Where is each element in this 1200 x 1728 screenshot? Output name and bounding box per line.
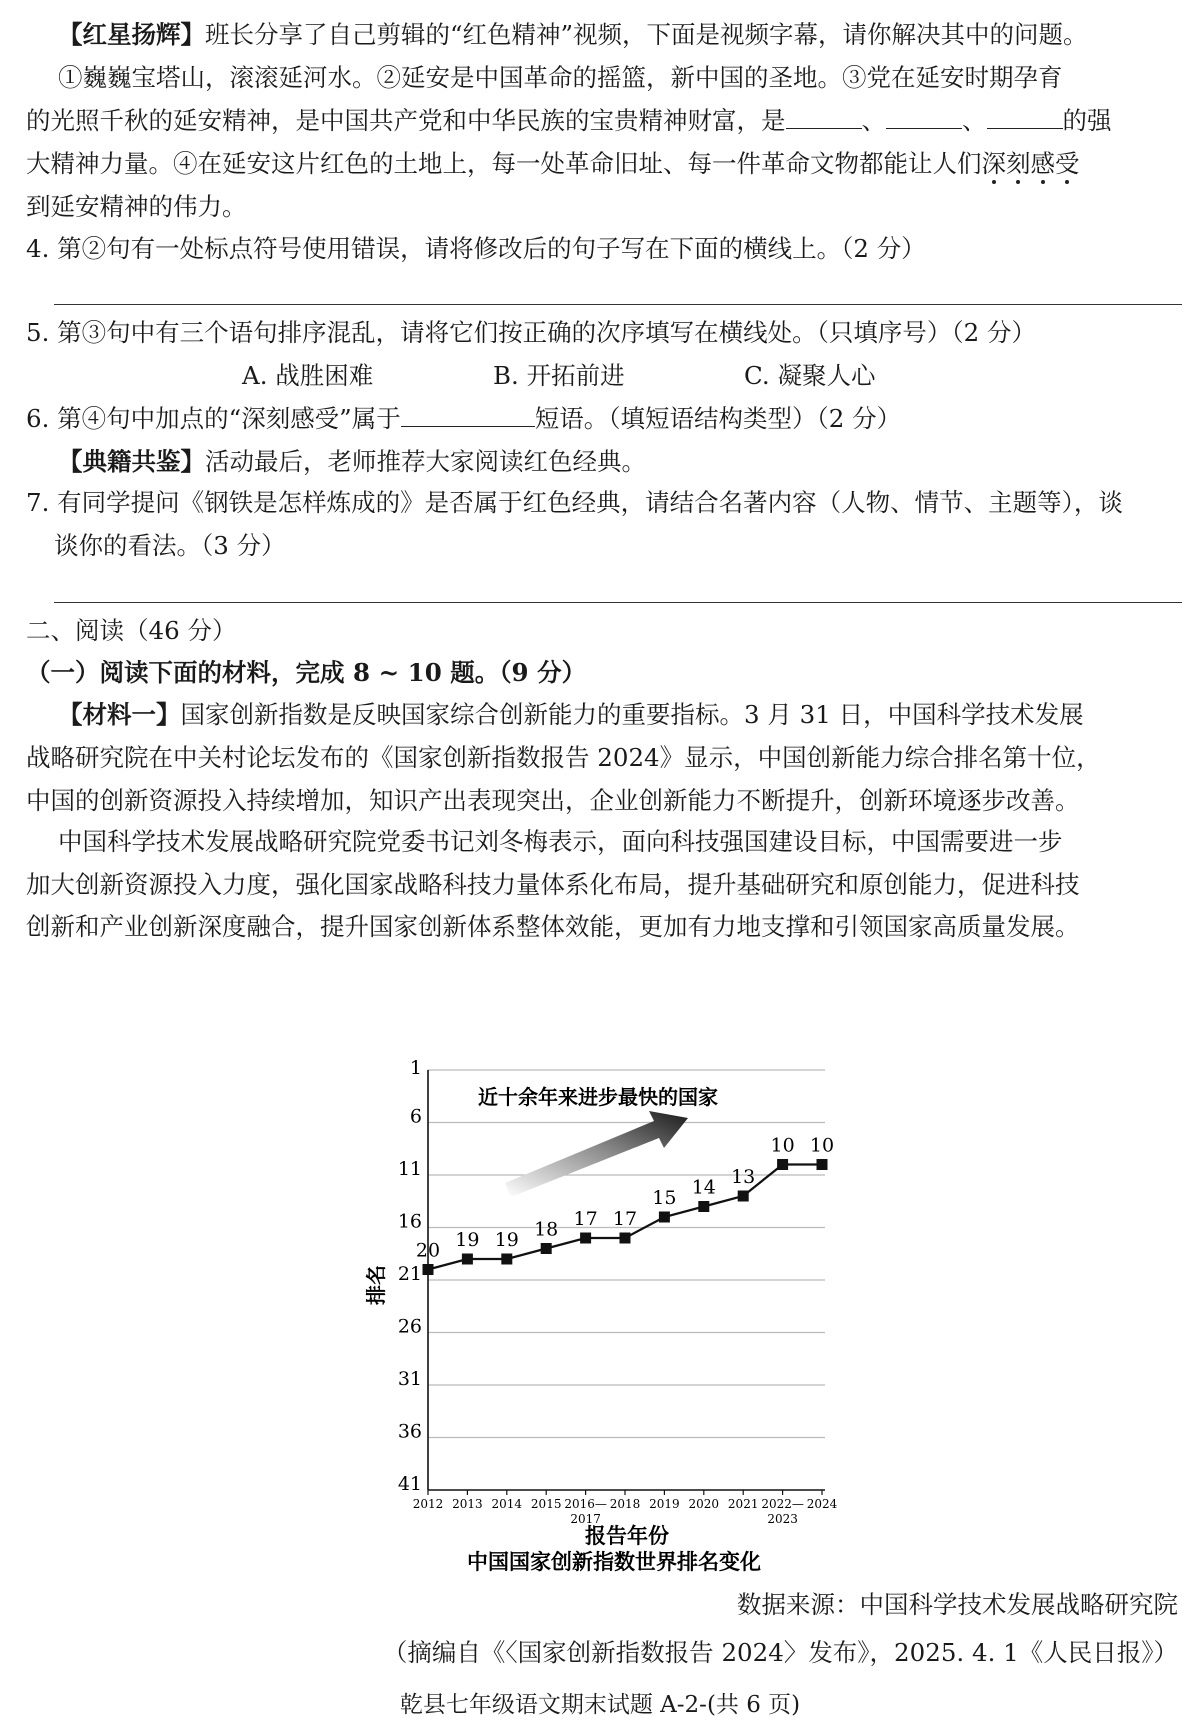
y-tick-label: 11 bbox=[397, 1158, 422, 1180]
x-tick-label: 2015 bbox=[530, 1497, 562, 1511]
material-1-line-6: 创新和产业创新深度融合，提升国家创新体系整体效能，更加有力地支撑和引领国家高质量发展。 bbox=[26, 912, 1080, 941]
data-point bbox=[620, 1233, 631, 1244]
question-4: 4. 第②句有一处标点符号使用错误，请将修改后的句子写在下面的横线上。（2 分） bbox=[26, 234, 926, 263]
excerpt-note: （摘编自《〈国家创新指数报告 2024〉发布》，2025. 4. 1《人民日报》） bbox=[382, 1638, 1178, 1667]
chart-title: 中国国家创新指数世界排名变化 bbox=[467, 1549, 761, 1574]
y-tick-label: 1 bbox=[409, 1057, 422, 1079]
classics-tag: 【典籍共鉴】 bbox=[58, 447, 205, 476]
material-1-line-4: 中国科学技术发展战略研究院党委书记刘冬梅表示，面向科技强国建设目标，中国需要进一步 bbox=[58, 827, 1063, 856]
classics-text: 活动最后，老师推荐大家阅读红色经典。 bbox=[205, 447, 646, 476]
y-axis-label: 排名 bbox=[364, 1265, 388, 1305]
data-label: 13 bbox=[731, 1166, 756, 1188]
dotted-char: 感 bbox=[1030, 149, 1055, 178]
data-label: 10 bbox=[809, 1134, 835, 1157]
data-point bbox=[423, 1264, 434, 1275]
passage-line-3-text: 大精神力量。④在延安这片红色的土地上，每一处革命旧址、每一件革命文物都能让人们 bbox=[26, 149, 982, 178]
q5-option-c: C. 凝聚人心 bbox=[744, 361, 876, 390]
data-point bbox=[659, 1212, 670, 1223]
x-tick-label: 2019 bbox=[649, 1497, 680, 1511]
x-tick-label: 2012 bbox=[412, 1497, 444, 1511]
y-tick-label: 21 bbox=[397, 1263, 422, 1285]
data-label: 17 bbox=[573, 1208, 598, 1230]
y-tick-label: 41 bbox=[397, 1473, 422, 1495]
data-label: 14 bbox=[691, 1176, 716, 1199]
passage-line-1: ①巍巍宝塔山，滚滚延河水。②延安是中国革命的摇篮，新中国的圣地。③党在延安时期孕育 bbox=[58, 63, 1063, 92]
data-label: 19 bbox=[494, 1229, 519, 1251]
data-point bbox=[462, 1254, 473, 1265]
data-label: 15 bbox=[652, 1187, 677, 1209]
material-1-text: 国家创新指数是反映国家综合创新能力的重要指标。3 月 31 日，中国科学技术发展 bbox=[180, 700, 1084, 729]
question-5: 5. 第③句中有三个语句排序混乱，请将它们按正确的次序填写在横线处。（只填序号）（2 分） bbox=[26, 318, 1037, 347]
x-axis-label: 报告年份 bbox=[585, 1523, 669, 1548]
passage-line-2-end: 的强 bbox=[1062, 106, 1112, 135]
intro-text: 班长分享了自己剪辑的“红色精神”视频，下面是视频字幕，请你解决其中的问题。 bbox=[205, 20, 1088, 49]
data-label: 10 bbox=[770, 1134, 795, 1157]
data-point bbox=[501, 1254, 512, 1265]
x-tick-label: 2024 bbox=[806, 1497, 838, 1511]
data-point bbox=[777, 1159, 788, 1170]
material-1-line-3: 中国的创新资源投入持续增加，知识产出表现突出，企业创新能力不断提升，创新环境逐步改善。 bbox=[26, 786, 1080, 815]
material-1-line-5: 加大创新资源投入力度，强化国家战略科技力量体系化布局，提升基础研究和原创能力，促进科技 bbox=[26, 870, 1080, 899]
x-tick-label: 2022— bbox=[761, 1497, 804, 1511]
data-point bbox=[698, 1201, 709, 1212]
data-source: 数据来源：中国科学技术发展战略研究院 bbox=[737, 1590, 1178, 1619]
q5-option-a: A. 战胜困难 bbox=[242, 361, 374, 390]
data-label: 18 bbox=[534, 1218, 559, 1241]
passage-line-2-text: 的光照千秋的延安精神，是中国共产党和中华民族的宝贵精神财富，是 bbox=[26, 106, 786, 135]
y-tick-label: 6 bbox=[409, 1105, 422, 1128]
section-heading: 二、阅读（46 分） bbox=[26, 616, 237, 645]
dotted-char: 深 bbox=[981, 149, 1006, 178]
material-1-tag: 【材料一】 bbox=[58, 700, 181, 729]
data-label: 17 bbox=[612, 1208, 638, 1230]
separator: 、 bbox=[861, 106, 886, 135]
y-tick-label: 16 bbox=[397, 1210, 422, 1233]
material-1-line-2: 战略研究院在中关村论坛发布的《国家创新指数报告 2024》显示，中国创新能力综合排名第十位， bbox=[26, 743, 1101, 772]
x-tick-label: 2021 bbox=[727, 1497, 759, 1511]
x-tick-label: 2020 bbox=[688, 1497, 720, 1511]
trend-arrow bbox=[505, 1111, 688, 1197]
question-7-line-1: 7. 有同学提问《钢铁是怎样炼成的》是否属于红色经典，请结合名著内容（人物、情节、主题等），谈 bbox=[26, 488, 1123, 517]
question-7-line-2: 谈你的看法。（3 分） bbox=[54, 531, 286, 560]
data-label: 19 bbox=[455, 1229, 480, 1251]
data-label: 20 bbox=[415, 1239, 441, 1262]
sub-heading: （一）阅读下面的材料，完成 8 ~ 10 题。（9 分） bbox=[26, 658, 587, 687]
page-footer: 乾县七年级语文期末试题 A-2-(共 6 页) bbox=[399, 1692, 801, 1718]
data-point bbox=[580, 1233, 591, 1244]
q5-option-b: B. 开拓前进 bbox=[493, 361, 625, 390]
x-tick-label: 2013 bbox=[452, 1497, 483, 1511]
separator: 、 bbox=[962, 106, 987, 135]
passage-line-4: 到延安精神的伟力。 bbox=[26, 192, 247, 221]
intro-tag: 【红星扬辉】 bbox=[58, 20, 205, 49]
x-tick-label: 2017 bbox=[570, 1512, 601, 1526]
question-6-text-end: 短语。（填短语结构类型）（2 分） bbox=[534, 404, 902, 433]
data-point bbox=[738, 1191, 749, 1202]
x-tick-label: 2016— bbox=[564, 1497, 607, 1511]
dotted-char: 受 bbox=[1055, 149, 1080, 178]
x-tick-label: 2018 bbox=[609, 1497, 641, 1511]
y-tick-label: 26 bbox=[397, 1315, 422, 1338]
y-tick-label: 31 bbox=[397, 1368, 422, 1390]
x-tick-label: 2014 bbox=[491, 1497, 523, 1511]
y-tick-label: 36 bbox=[397, 1420, 422, 1443]
x-tick-label: 2023 bbox=[767, 1512, 798, 1526]
chart-annotation: 近十余年来进步最快的国家 bbox=[478, 1085, 718, 1109]
dotted-char: 刻 bbox=[1006, 149, 1031, 178]
question-6-text: 6. 第④句中加点的“深刻感受”属于 bbox=[26, 404, 401, 433]
data-point bbox=[541, 1243, 552, 1254]
data-point bbox=[817, 1159, 828, 1170]
